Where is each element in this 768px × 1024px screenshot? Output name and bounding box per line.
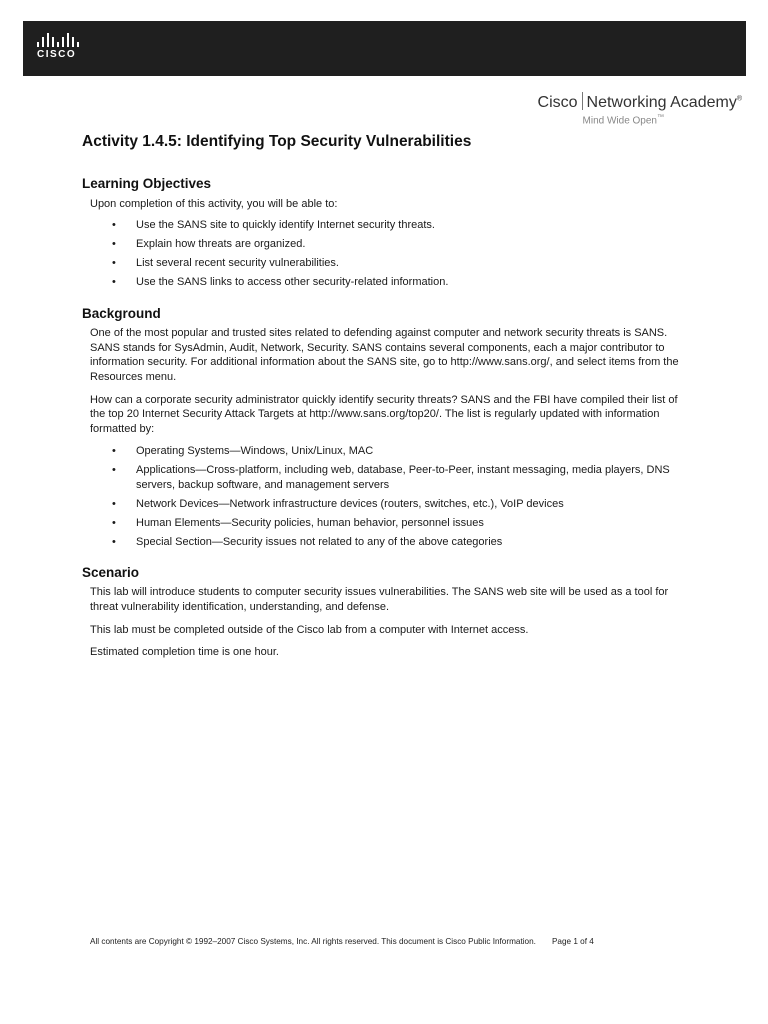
page-footer bbox=[90, 937, 594, 946]
cisco-header-bar bbox=[23, 21, 746, 76]
learning-objectives-list bbox=[112, 218, 682, 290]
academy-tagline-tm: ™ bbox=[657, 114, 664, 121]
list-item: • Applications—Cross-platform, including web, database, Peer-to-Peer, instant messaging, media players, DNS servers, backup software, and management servers bbox=[112, 463, 672, 492]
list-item: • Special Section—Security issues not related to any of the above categories bbox=[112, 535, 672, 550]
background-list bbox=[112, 444, 672, 549]
list-item: • Explain how threats are organized. bbox=[112, 237, 682, 252]
list-item: • Operating Systems—Windows, Unix/Linux, MAC bbox=[112, 444, 672, 459]
document-body bbox=[82, 133, 682, 660]
scenario-paragraph-3: Estimated completion time is one hour. bbox=[90, 646, 279, 659]
page-title: Activity 1.4.5: Identifying Top Security Vulnerabilities bbox=[82, 133, 472, 150]
learning-objectives-intro: Upon completion of this activity, you will be able to: bbox=[90, 198, 338, 210]
cisco-bars-icon bbox=[37, 33, 79, 47]
list-item: • Use the SANS site to quickly identify Internet security threats. bbox=[112, 218, 682, 233]
academy-name-part2: Networking Academy bbox=[586, 94, 737, 111]
list-item: • Network Devices—Network infrastructure devices (routers, switches, etc.), VoIP devices bbox=[112, 497, 672, 512]
list-item: • List several recent security vulnerabilities. bbox=[112, 256, 682, 271]
background-heading: Background bbox=[82, 306, 161, 322]
cisco-logo bbox=[37, 33, 79, 60]
learning-objectives-heading: Learning Objectives bbox=[82, 176, 212, 191]
footer-copyright: All contents are Copyright © 1992–2007 Cisco Systems, Inc. All rights reserved. This document is Cisco Public Information. bbox=[90, 937, 536, 946]
footer-page-number: Page 1 of 4 bbox=[551, 937, 594, 946]
list-item: • Human Elements—Security policies, human behavior, personnel issues bbox=[112, 516, 672, 531]
background-paragraph-2: How can a corporate security administrator quickly identify security threats? SANS and the FBI have compiled their list of the top 20 Internet Security Attack Targets at http://www.sans.org/top20/. The list is regularly updated with information formatted by: bbox=[90, 393, 678, 435]
scenario-heading: Scenario bbox=[82, 565, 140, 581]
background-paragraph-1: One of the most popular and trusted sites related to defending against computer and network security threats is SANS. SANS stands for SysAdmin, Audit, Network, Security. SANS contains several components, each a major contributor to information security. For additional information about the SANS site, go to http://www.sans.org/, and select items from the Resources menu. bbox=[90, 327, 679, 383]
networking-academy-logo bbox=[538, 92, 742, 126]
academy-name-part1: Cisco bbox=[537, 94, 578, 111]
list-item: • Use the SANS links to access other security-related information. bbox=[112, 275, 682, 290]
scenario-paragraph-2: This lab must be completed outside of the Cisco lab from a computer with Internet access. bbox=[90, 623, 529, 636]
cisco-logo-text: CISCO bbox=[37, 49, 77, 60]
scenario-paragraph-1: This lab will introduce students to computer security issues vulnerabilities. The SANS web site will be used as a tool for threat vulnerability identification, understanding, and defense. bbox=[90, 586, 669, 614]
academy-tagline: Mind Wide Open bbox=[582, 115, 657, 127]
academy-divider bbox=[582, 92, 583, 110]
academy-registered-mark: ® bbox=[736, 95, 742, 103]
